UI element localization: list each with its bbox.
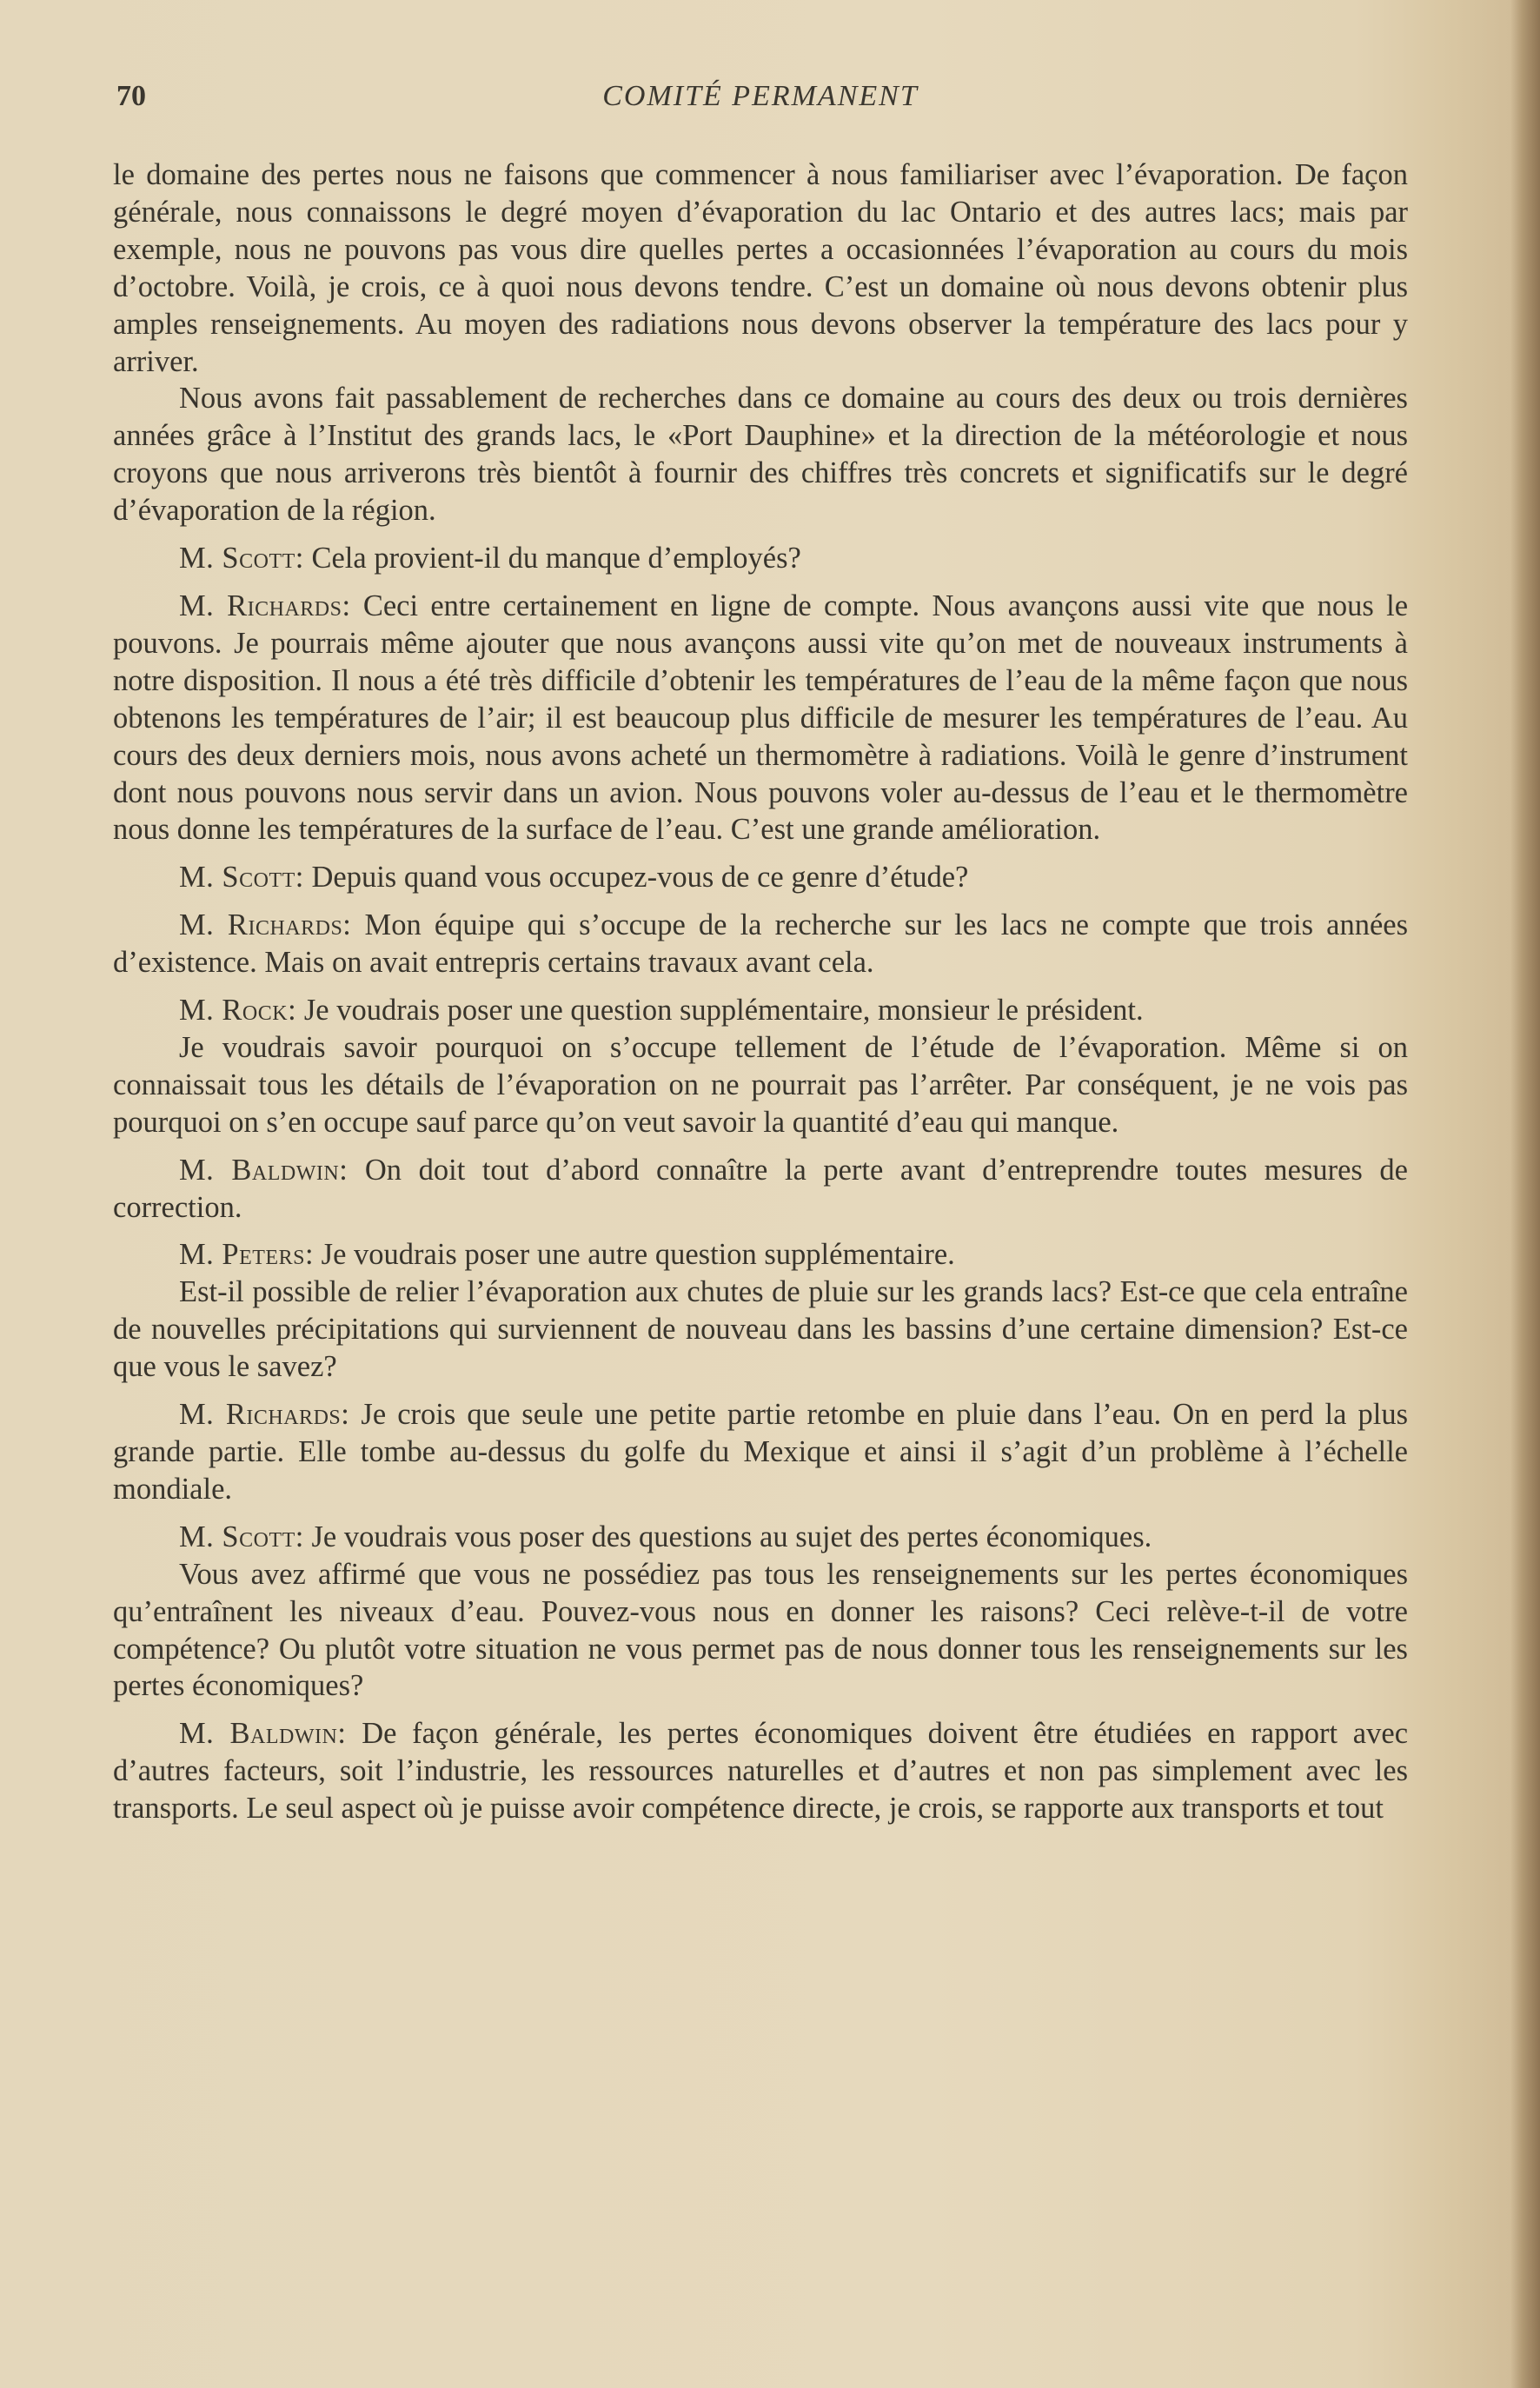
paragraph-text: Nous avons fait passablement de recherches dans ce domaine au cours des deux ou trois dernières années grâce à l’Institut des grands lacs, le «Port Dauphine» et la direction de la météorologie et nous croyons que nous arriverons très bientôt à fournir des chiffres très concrets et significatifs sur le degré d’évaporation de la région.	[113, 382, 1408, 528]
paragraph	[113, 1519, 1408, 1556]
paragraph	[113, 1236, 1408, 1274]
page-number: 70	[116, 80, 146, 112]
speaker-name: M. Richards:	[179, 589, 351, 622]
speaker-name: M. Scott:	[179, 861, 304, 895]
paragraph-text: Vous avez affirmé que vous ne possédiez pas tous les renseignements sur les pertes économiques qu’entraînent les niveaux d’eau. Pouvez-vous nous en donner les raisons? Ceci relève-t-il de votre compétence? Ou plutôt votre situation ne vous permet pas de nous donner tous les renseignements sur les pertes économiques?	[113, 1557, 1408, 1703]
speaker-name: M. Peters:	[179, 1238, 315, 1272]
paragraph-text: le domaine des pertes nous ne faisons que commencer à nous familiariser avec l’évaporation. De façon générale, nous connaissons le degré moyen d’évaporation du lac Ontario et des autres lacs; mais par exemple, nous ne pouvons pas vous dire quelles pertes a occasionnées l’évaporation au cours du mois d’octobre. Voilà, je crois, ce à quoi nous devons tendre. C’est un domaine où nous devons obtenir plus amples renseignements. Au moyen des radiations nous devons observer la température des lacs pour y arriver.	[113, 158, 1408, 378]
paragraph	[113, 1274, 1408, 1386]
paragraph	[113, 907, 1408, 981]
paragraph	[113, 1029, 1408, 1141]
paragraph-text: Je voudrais vous poser des questions au sujet des pertes économiques.	[303, 1520, 1152, 1553]
paragraph-text: Est-il possible de relier l’évaporation aux chutes de pluie sur les grands lacs? Est-ce que cela entraîne de nouvelles précipitations qui surviennent de nouveau dans les bassins d’une certaine dimension? Est-ce que vous le savez?	[113, 1275, 1408, 1384]
paragraph	[113, 156, 1408, 380]
paragraph	[113, 859, 1408, 896]
paragraph	[113, 588, 1408, 848]
paragraph-text: Je voudrais poser une question supplémentaire, monsieur le président.	[296, 994, 1144, 1028]
paragraph	[113, 1152, 1408, 1227]
paragraph	[113, 1556, 1408, 1706]
speaker-name: M. Richards:	[179, 1398, 350, 1432]
paragraph-text: Cela provient-il du manque d’employés?	[303, 542, 801, 575]
speaker-name: M. Baldwin:	[179, 1153, 348, 1187]
paragraph-text: De façon générale, les pertes économiques doivent être étudiées en rapport avec d’autres facteurs, soit l’industrie, les ressources naturelles et d’autres et non pas simplement avec les transports. Le seul aspect où je puisse avoir compétence directe, je crois, se rapporte aux transports et tout	[113, 1717, 1409, 1826]
paragraph-text: Ceci entre certainement en ligne de compte. Nous avançons aussi vite que nous le pouvons. Je pourrais même ajouter que nous avançons aussi vite qu’on met de nouveaux instruments à notre disposition. Il nous a été très difficile d’obtenir les températures de l’eau de la même façon que nous obtenons les températures de l’air; il est beaucoup plus difficile de mesurer les températures de l’eau. Au cours des deux derniers mois, nous avons acheté un thermomètre à radiations. Voilà le genre d’instrument dont nous pouvons nous servir dans un avion. Nous pouvons voler au-dessus de l’eau et le thermomètre nous donne les températures de la surface de l’eau. C’est une grande amélioration.	[113, 589, 1409, 847]
speaker-name: M. Rock:	[179, 994, 297, 1028]
paragraph-text: On doit tout d’abord connaître la perte avant d’entreprendre toutes mesures de correction.	[113, 1153, 1408, 1224]
page-edge-shadow	[1510, 0, 1540, 2388]
paragraph	[113, 540, 1408, 577]
paragraph-text: Je voudrais poser une autre question supplémentaire.	[314, 1238, 955, 1272]
speaker-name: M. Scott:	[179, 542, 304, 575]
paragraph-text: Mon équipe qui s’occupe de la recherche sur les lacs ne compte que trois années d’existence. Mais on avait entrepris certains travaux avant cela.	[113, 908, 1408, 980]
paragraph-text: Je crois que seule une petite partie retombe en pluie dans l’eau. On en perd la plus grande partie. Elle tombe au-dessus du golfe du Mexique et ainsi il s’agit d’un problème à l’échelle mondiale.	[113, 1398, 1409, 1506]
speaker-name: M. Baldwin:	[179, 1717, 347, 1751]
page-header	[113, 80, 1408, 120]
speaker-name: M. Richards:	[179, 908, 352, 942]
paragraph	[113, 380, 1408, 529]
speaker-name: M. Scott:	[179, 1520, 304, 1553]
paragraph	[113, 992, 1408, 1029]
paragraph-text: Depuis quand vous occupez-vous de ce genre d’étude?	[303, 861, 969, 895]
running-title: COMITÉ PERMANENT	[602, 80, 919, 112]
paragraph	[113, 1396, 1408, 1508]
paragraph	[113, 1715, 1408, 1827]
paragraph-text: Je voudrais savoir pourquoi on s’occupe tellement de l’étude de l’évaporation. Même si on connaissait tous les détails de l’évaporation on ne pourrait pas l’arrêter. Par conséquent, je ne vois pas pourquoi on s’en occupe sauf parce qu’on veut savoir la quantité d’eau qui manque.	[113, 1030, 1408, 1139]
body-text	[113, 156, 1408, 1827]
